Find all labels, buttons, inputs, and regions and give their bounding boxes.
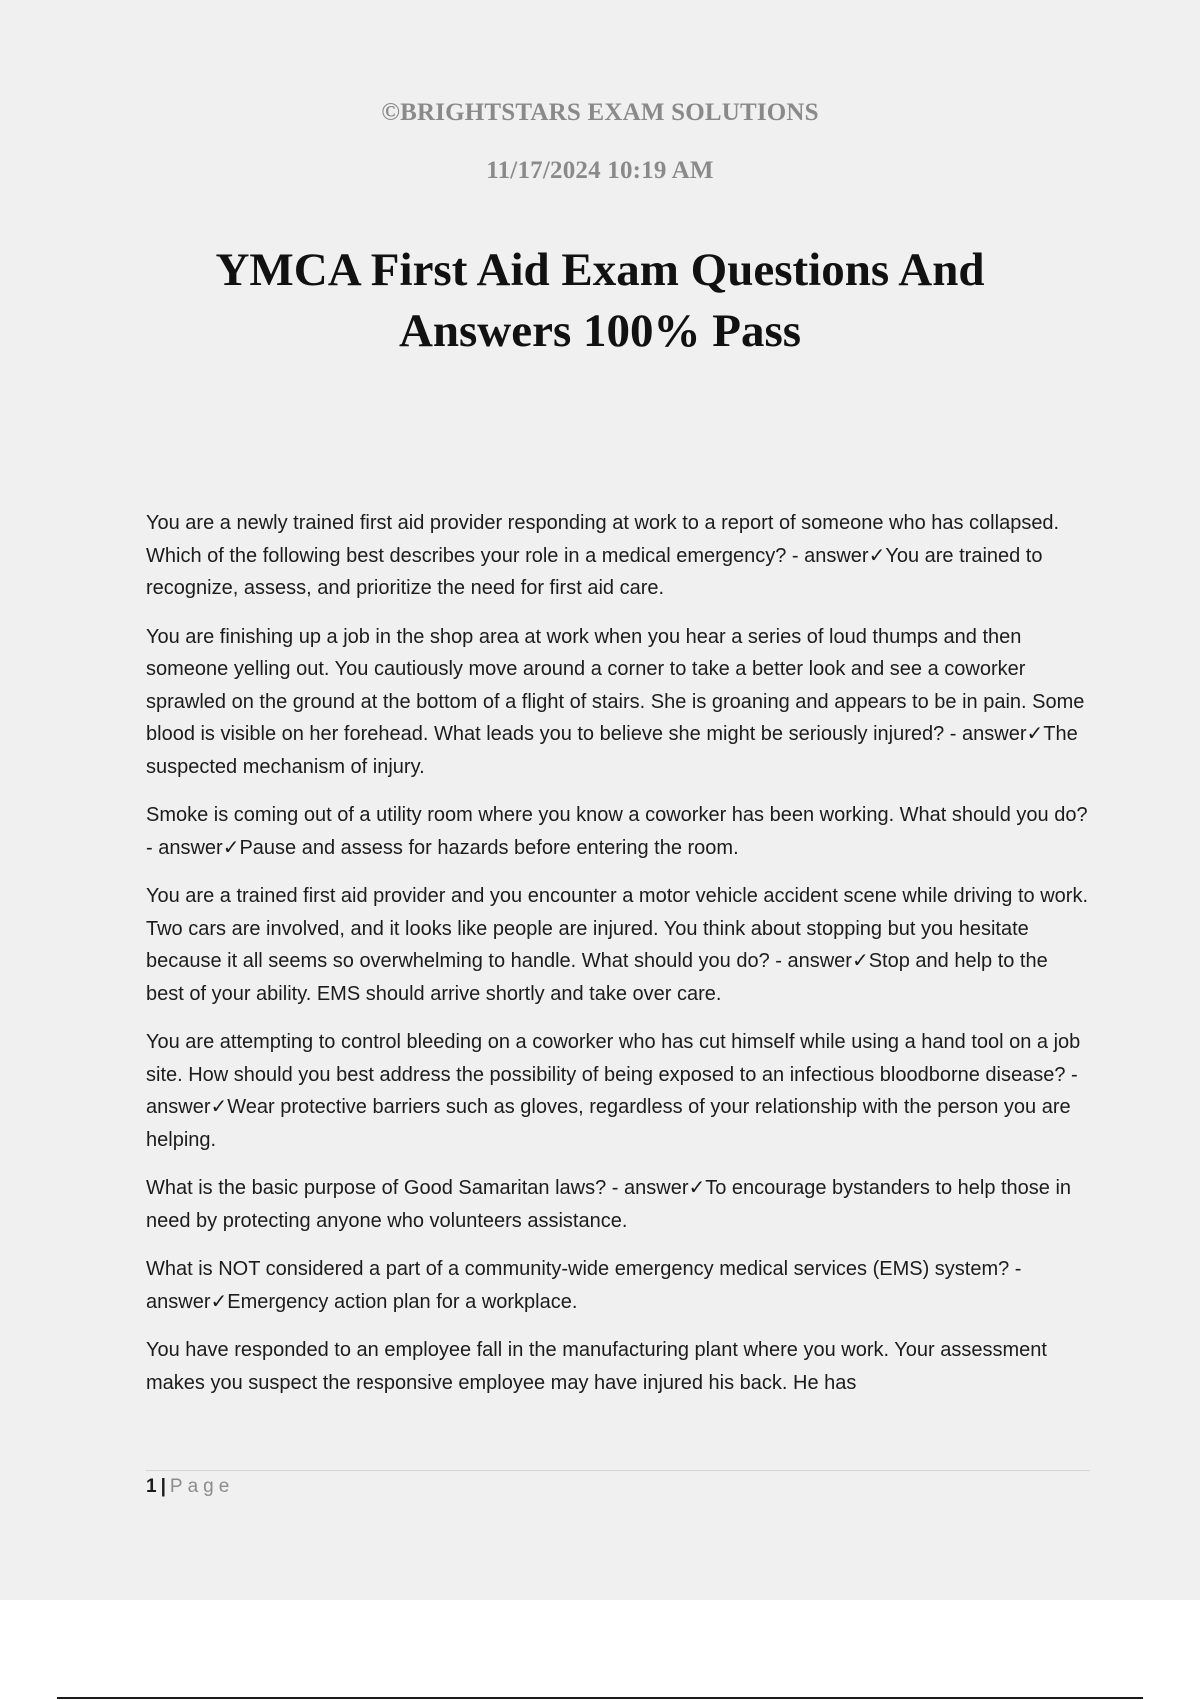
question-text: You are finishing up a job in the shop area at work when you hear a series of loud thumps and then someone yelling out. You cautiously move around a corner to take a better look and see a coworker sprawled on the ground at the bottom of a flight of stairs. She is groaning and appears to be in pain. Some blood is visible on her forehead. What leads you to believe she might be seriously injured? - xyxy=(146,625,1085,745)
page-number-separator: | xyxy=(160,1476,166,1497)
qa-item xyxy=(146,880,1088,1010)
qa-item xyxy=(146,1253,1088,1318)
answer-text: You are trained to recognize, assess, and prioritize the need for first aid care. xyxy=(146,544,1043,599)
qa-item xyxy=(146,1026,1088,1156)
page-number xyxy=(146,1476,234,1498)
question-text: You are a newly trained first aid provider responding at work to a report of someone who has collapsed. Which of the following best describes your role in a medical emergency? - xyxy=(146,512,1060,567)
qa-item xyxy=(146,1172,1088,1237)
question-text: You are a trained first aid provider and you encounter a motor vehicle accident scene while driving to work. Two cars are involved, and it looks like people are injured. You think about stopping but you hesitate because it all seems so overwhelming to handle. What should you do? - xyxy=(146,885,1089,972)
answer-marker: answer✓ xyxy=(962,723,1044,745)
answer-text: Stop and help to the best of your ability. EMS should arrive shortly and take over care. xyxy=(146,950,1048,1005)
footer-divider xyxy=(146,1470,1090,1471)
qa-item-continued xyxy=(146,1334,1088,1399)
question-text: You are attempting to control bleeding on a coworker who has cut himself while using a hand tool on a job site. How should you best address the possibility of being exposed to an infectious bloodborne disease? - xyxy=(146,1031,1081,1086)
answer-marker: answer✓ xyxy=(146,1290,228,1313)
question-text: What is the basic purpose of Good Samaritan laws? - xyxy=(146,1177,625,1199)
answer-marker: answer✓ xyxy=(624,1177,706,1199)
answer-marker: answer✓ xyxy=(146,1096,228,1118)
qa-item xyxy=(146,799,1088,864)
qa-item xyxy=(146,507,1088,605)
document-title: YMCA First Aid Exam Questions And Answers 100% Pass xyxy=(215,244,985,357)
answer-marker: answer✓ xyxy=(158,836,240,859)
continued-question-text: You have responded to an employee fall in the manufacturing plant where you work. Your assessment makes you suspect the responsive employee may have injured his back. He has xyxy=(146,1339,1047,1394)
answer-text: Pause and assess for hazards before entering the room. xyxy=(239,836,739,859)
qa-list xyxy=(146,507,1088,1415)
answer-text: To encourage bystanders to help those in need by protecting anyone who volunteers assistance. xyxy=(146,1177,1072,1232)
qa-item xyxy=(146,621,1088,784)
answer-marker: answer✓ xyxy=(804,544,886,567)
timestamp-header: 11/17/2024 10:19 AM xyxy=(486,157,714,184)
next-page-top-rule xyxy=(57,1697,1143,1699)
page-number-value: 1 xyxy=(146,1476,157,1497)
question-text: Smoke is coming out of a utility room where you know a coworker has been working. What should you do? - xyxy=(146,804,1088,859)
answer-text: The suspected mechanism of injury. xyxy=(146,723,1078,778)
answer-marker: answer✓ xyxy=(787,950,869,972)
question-text: What is NOT considered a part of a community-wide emergency medical services (EMS) system? - xyxy=(146,1258,1022,1280)
answer-text: Emergency action plan for a workplace. xyxy=(227,1290,578,1313)
copyright-header: ©BRIGHTSTARS EXAM SOLUTIONS xyxy=(381,99,819,126)
answer-text: Wear protective barriers such as gloves, regardless of your relationship with the person you are helping. xyxy=(146,1096,1071,1151)
page-word: Page xyxy=(169,1476,235,1497)
